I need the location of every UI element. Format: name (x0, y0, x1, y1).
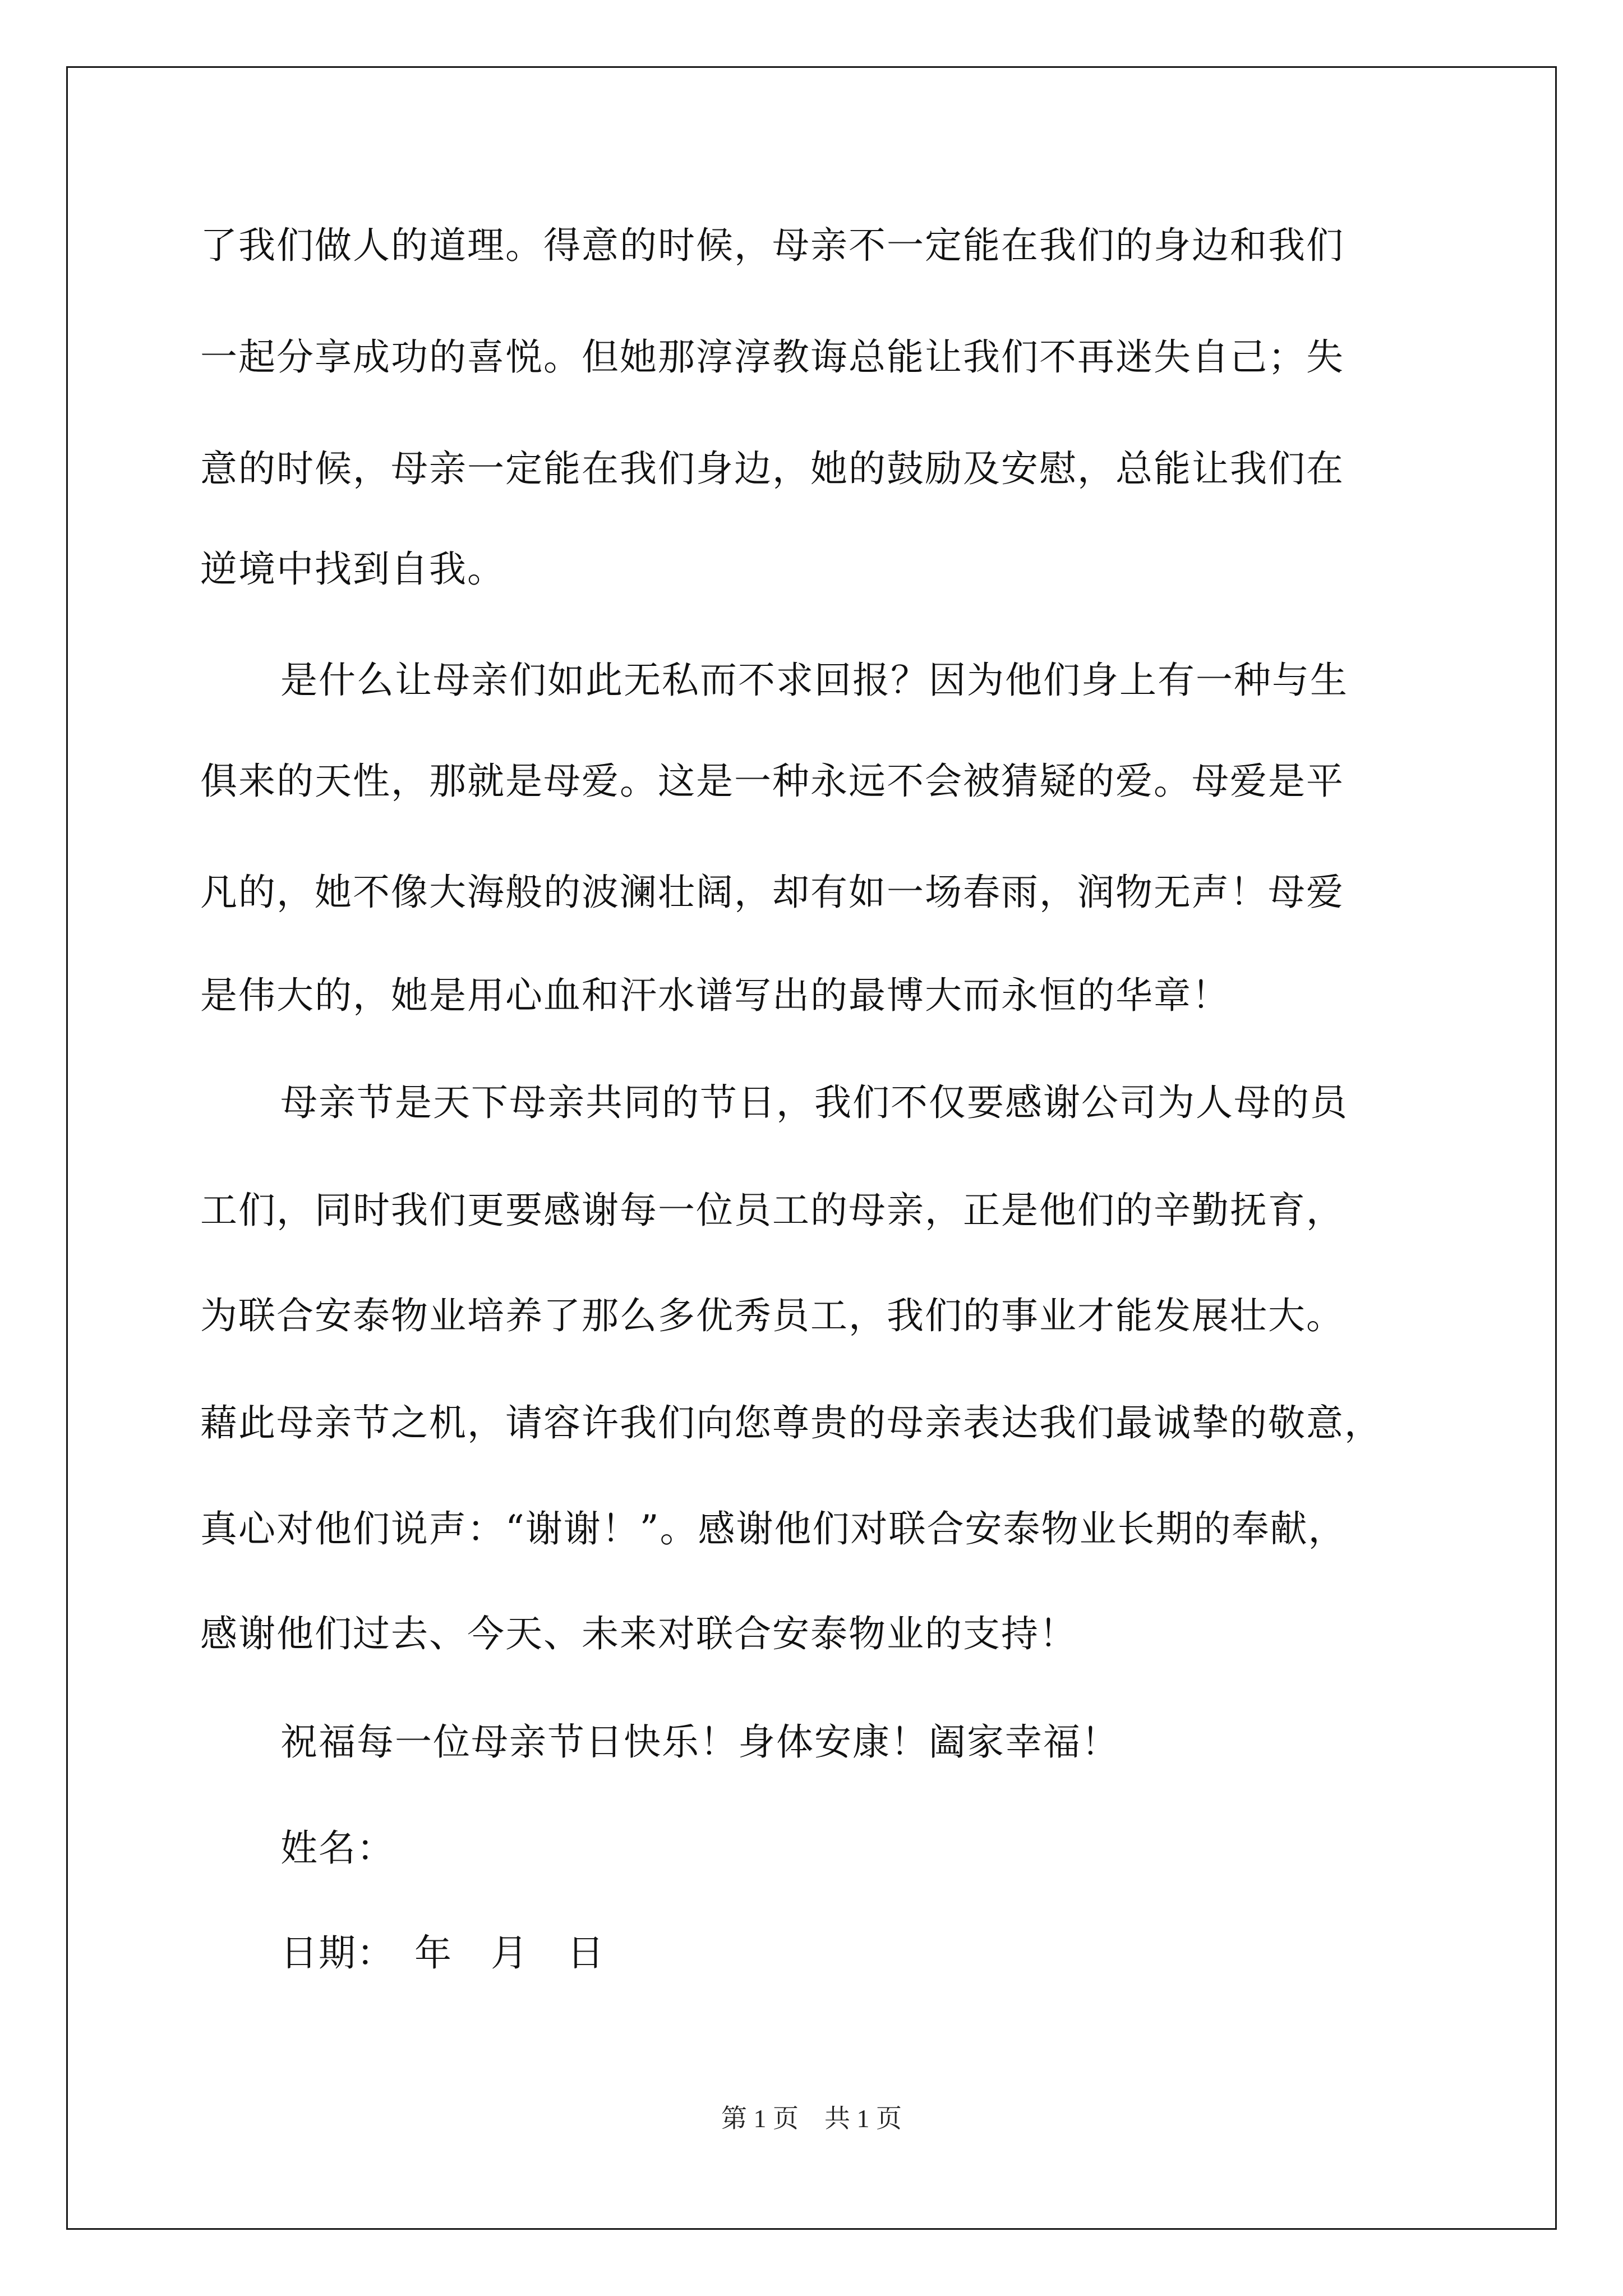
date-field-label: 日期： 年 月 日 (280, 1931, 605, 1975)
text-line: 为联合安泰物业培养了那么多优秀员工，我们的事业才能发展壮大。 (200, 1294, 1344, 1337)
text-line: 工们，同时我们更要感谢每一位员工的母亲，正是他们的辛勤抚育， (200, 1189, 1344, 1232)
blessing-line: 祝福每一位母亲节日快乐！身体安康！阖家幸福！ (280, 1720, 1119, 1764)
text-line: 是伟大的，她是用心血和汗水谱写出的最博大而永恒的华章！ (200, 974, 1230, 1017)
text-line: 俱来的天性，那就是母爱。这是一种永远不会被猜疑的爱。母爱是平 (200, 760, 1344, 803)
text-line: 凡的，她不像大海般的波澜壮阔，却有如一场春雨，润物无声！母爱 (200, 871, 1344, 914)
text-line: 母亲节是天下母亲共同的节日，我们不仅要感谢公司为人母的员 (280, 1081, 1348, 1124)
text-line: 了我们做人的道理。得意的时候，母亲不一定能在我们的身边和我们 (200, 224, 1344, 267)
text-line: 感谢他们过去、今天、未来对联合安泰物业的支持！ (200, 1612, 1077, 1655)
text-line: 逆境中找到自我。 (200, 547, 505, 591)
text-line: 意的时候，母亲一定能在我们身边，她的鼓励及安慰，总能让我们在 (200, 447, 1344, 490)
page-border (66, 66, 1557, 2230)
page-number-footer: 第 1 页 共 1 页 (721, 2104, 902, 2133)
name-field-label: 姓名： (280, 1826, 395, 1870)
text-line: 真心对他们说声：“谢谢！”。感谢他们对联合安泰物业长期的奉献， (200, 1507, 1347, 1550)
text-line: 一起分享成功的喜悦。但她那淳淳教诲总能让我们不再迷失自己；失 (200, 335, 1344, 379)
text-line: 是什么让母亲们如此无私而不求回报？因为他们身上有一种与生 (280, 659, 1348, 702)
text-line: 藉此母亲节之机，请容许我们向您尊贵的母亲表达我们最诚挚的敬意， (200, 1401, 1382, 1444)
